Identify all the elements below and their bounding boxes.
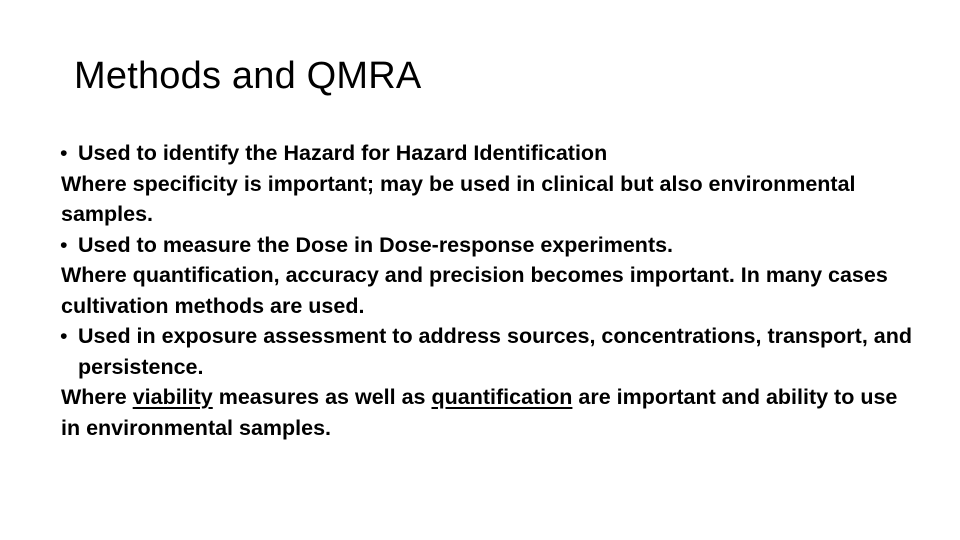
paragraph-text: are important and ability to use in environmental samples. xyxy=(61,385,898,440)
paragraph-specificity: Where specificity is important; may be used in clinical but also environmental samples. xyxy=(61,171,856,226)
bullet-text: Used to identify the Hazard for Hazard Identification xyxy=(78,141,608,165)
bullet-item-hazard-identification xyxy=(61,138,921,169)
paragraph-viability xyxy=(61,382,921,443)
bullet-text: Used in exposure assessment to address sources, concentrations, transport, and persistence. xyxy=(78,324,912,379)
bullet-text: Used to measure the Dose in Dose-response experiments. xyxy=(78,232,674,257)
paragraph-text: measures as well as xyxy=(212,385,432,409)
bullet-icon: • xyxy=(60,232,68,257)
bullet-icon: • xyxy=(60,324,68,348)
underlined-quantification: quantification xyxy=(431,385,573,409)
paragraph-quantification: Where quantification, accuracy and precision becomes important. In many cases cultivation methods are used. xyxy=(61,263,888,318)
bullet-icon: • xyxy=(60,141,68,165)
bullet-item-dose-response xyxy=(61,230,921,261)
slide-body xyxy=(61,138,921,443)
slide-title: Methods and QMRA xyxy=(74,55,422,97)
paragraph-text: Where xyxy=(61,385,133,409)
underlined-viability: viability xyxy=(132,385,213,409)
bullet-item-exposure-assessment xyxy=(61,321,921,382)
